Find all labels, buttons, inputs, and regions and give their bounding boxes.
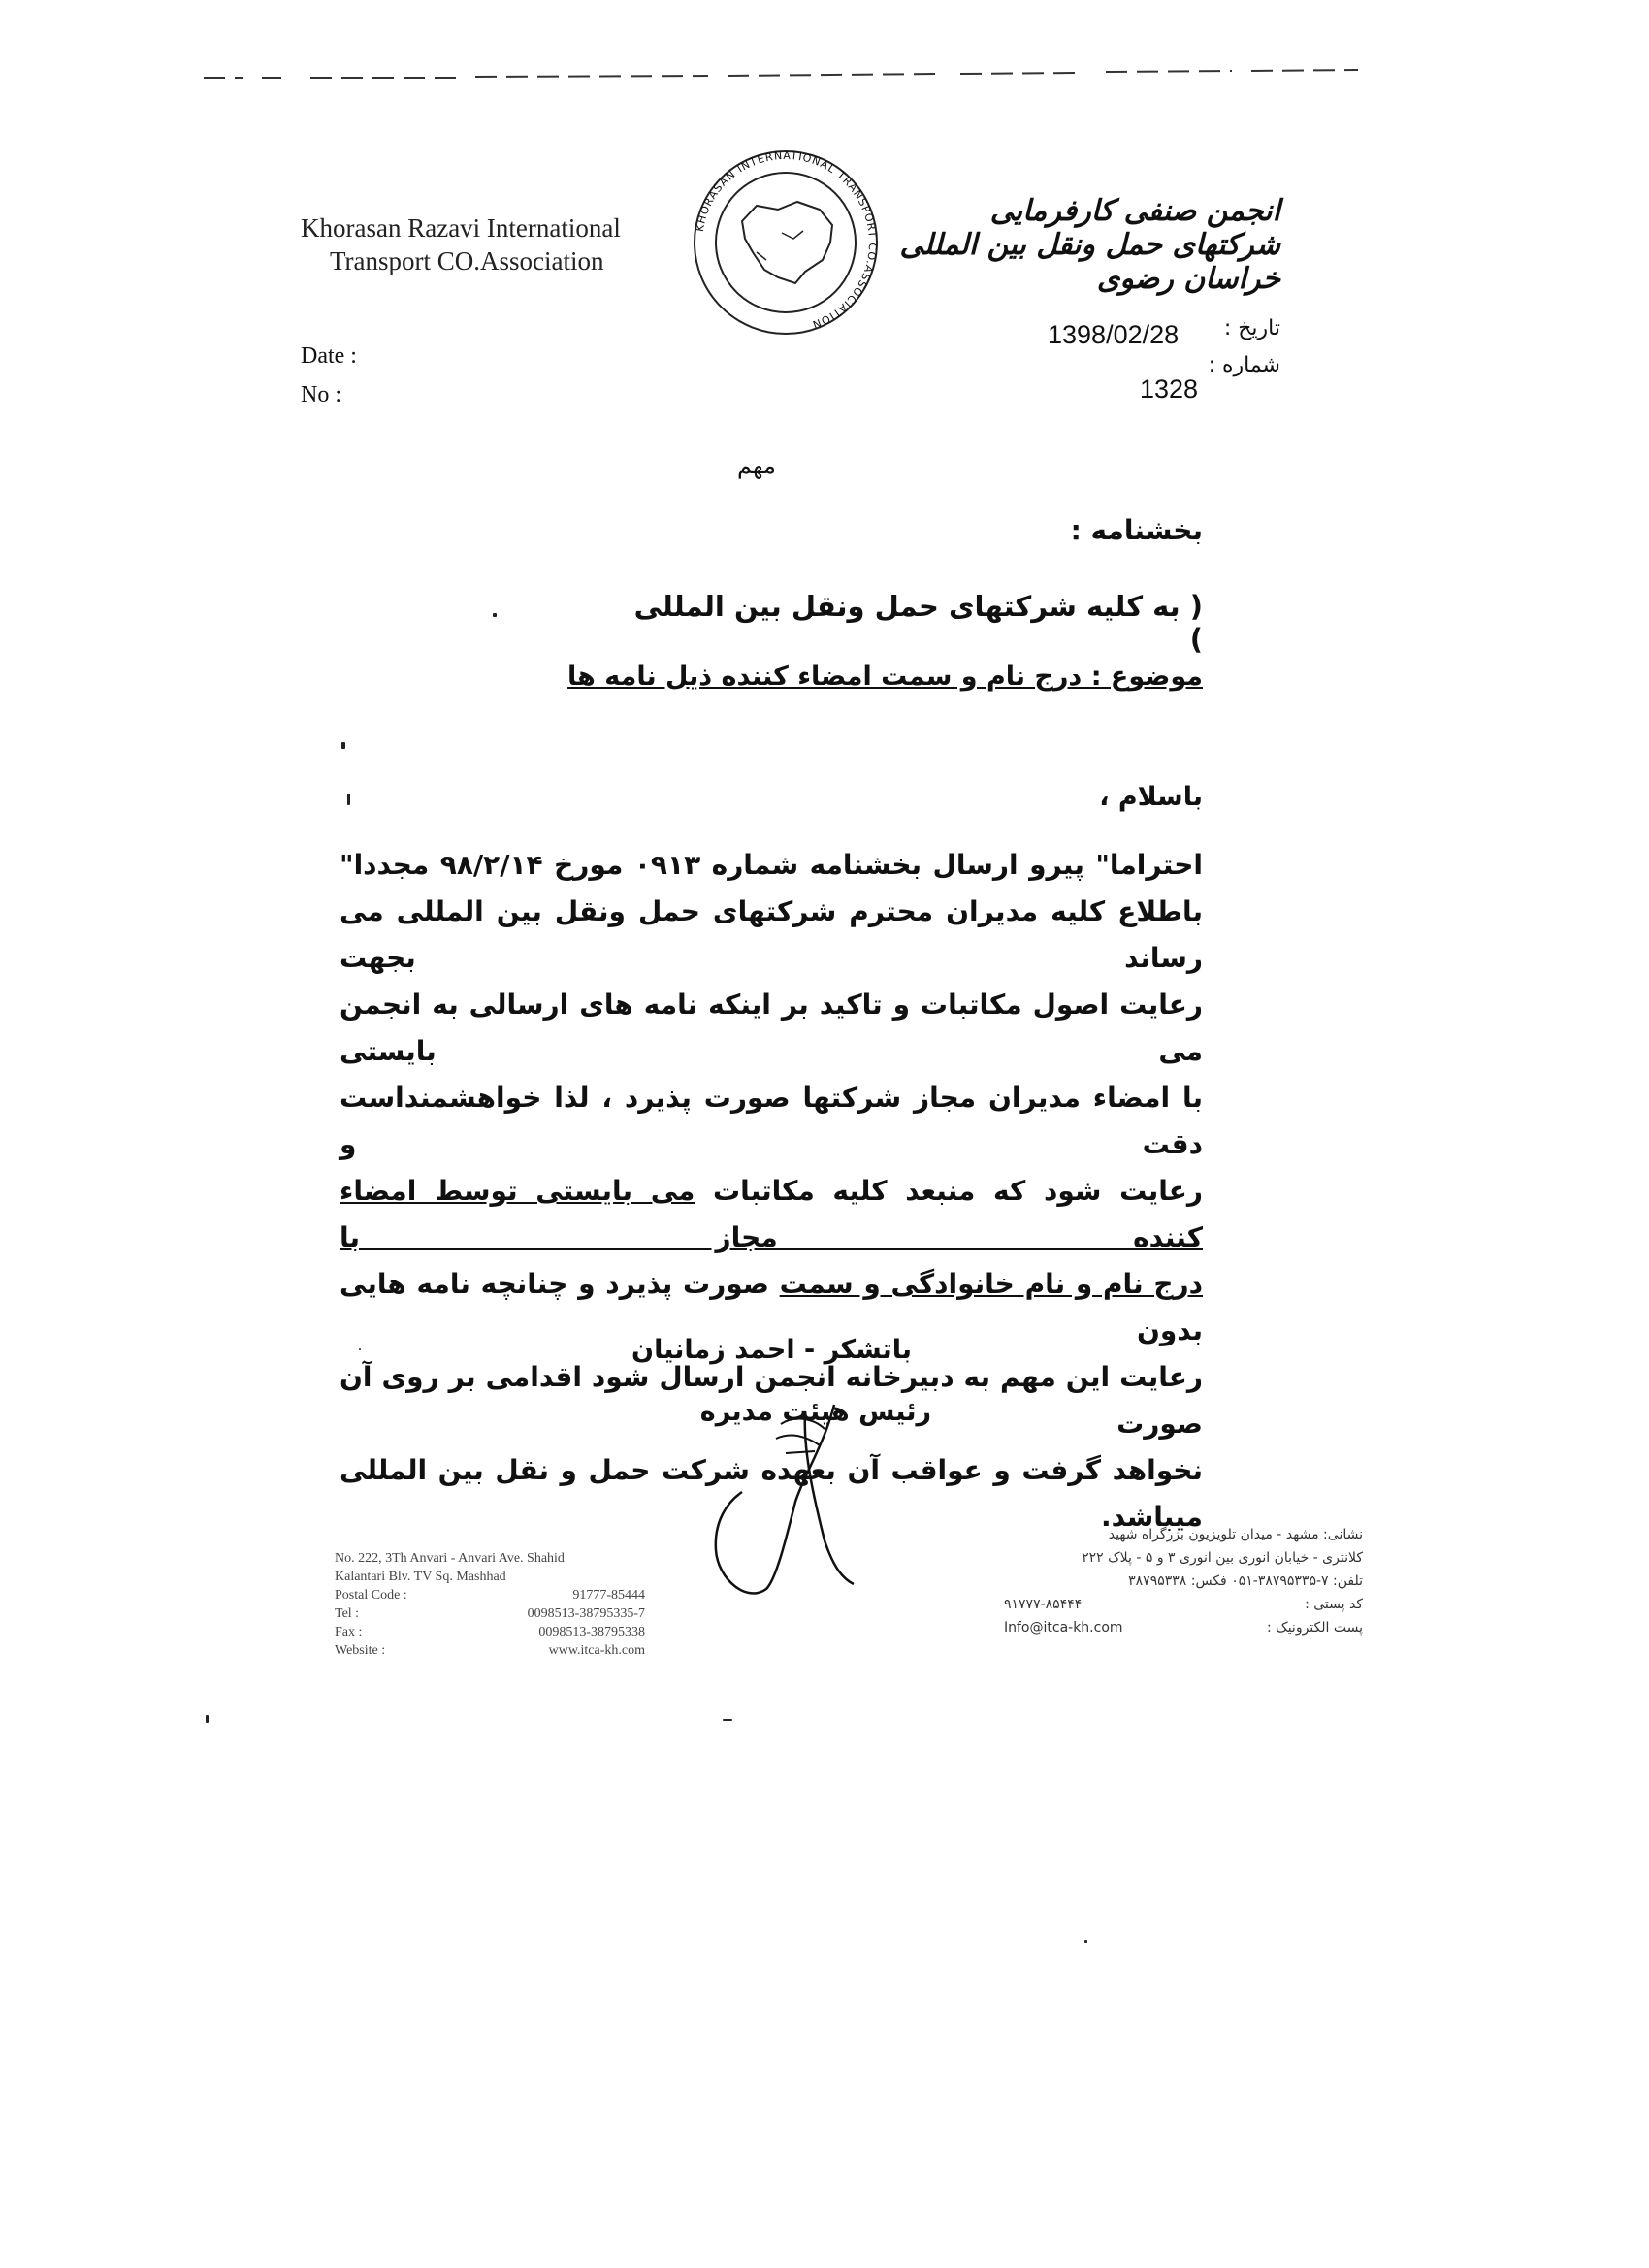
footer-label: کد پستی :	[1305, 1597, 1363, 1612]
footer-value: 91777-85444	[572, 1588, 645, 1603]
footer-label: Postal Code :	[335, 1588, 407, 1603]
circular-title: بخشنامه :	[1070, 514, 1203, 546]
scan-speck	[493, 613, 497, 617]
association-seal-logo	[689, 146, 883, 340]
body-text-plain: رعایت شود که منبعد کلیه مکاتبات	[713, 1175, 1204, 1207]
scan-speck	[723, 1719, 732, 1721]
footer-en-postal	[335, 1586, 645, 1604]
date-value: 1398/02/28	[1048, 320, 1180, 349]
date-label-en: Date :	[301, 343, 357, 369]
greeting: باسلام ،	[1099, 782, 1203, 812]
body-line: رعایت این مهم به دبیرخانه انجمن ارسال شود اقدامی بر روی آن صورت	[340, 1361, 1203, 1440]
body-text-plain: صورت پذیرد و چنانچه نامه هایی بدون	[340, 1268, 1203, 1346]
body-line	[340, 1168, 1203, 1261]
date-label-fa: تاریخ :	[1223, 316, 1280, 340]
footer-fa-address: کلانتری - خیابان انوری بین انوری ۳ و ۵ - پلاک ۲۲۲	[1082, 1550, 1363, 1566]
body-line: رعایت اصول مکاتبات و تاکید بر اینکه نامه های ارسالی به انجمن می بایستی	[340, 988, 1203, 1067]
seal-ring-text: KHORASAN INTERNATIONAL TRANSPORT CO.ASSOCIATION	[693, 148, 880, 332]
footer-en	[335, 1549, 645, 1660]
no-label-en: No :	[301, 382, 341, 407]
footer-label: Tel :	[335, 1606, 360, 1621]
footer-fa	[1004, 1523, 1363, 1639]
footer-label: Fax :	[335, 1625, 363, 1639]
footer-fa-phone: تلفن: ۷-۳۸۷۹۵۳۳۵-۰۵۱ فکس: ۳۸۷۹۵۳۳۸	[1128, 1573, 1363, 1589]
scan-speck	[359, 1348, 361, 1350]
subject-line: موضوع : درج نام و سمت امضاء کننده ذیل نامه ها	[567, 662, 1203, 692]
footer-en-address: No. 222, 3Th Anvari - Anvari Ave. Shahid	[335, 1551, 565, 1566]
footer-fa-address: نشانی: مشهد - میدان تلویزیون بزرگراه شهید	[1108, 1527, 1363, 1542]
no-label-fa: شماره :	[1208, 353, 1280, 377]
scan-speck	[341, 742, 345, 749]
footer-label: پست الکترونیک :	[1267, 1620, 1363, 1636]
body-line: باطلاع کلیه مدیران محترم شرکتهای حمل ونقل بین المللی می رساند بجهت	[340, 895, 1203, 974]
footer-value: Info@itca-kh.com	[1004, 1620, 1123, 1636]
handwritten-signature	[689, 1385, 883, 1608]
body-line: نخواهد گرفت و عواقب آن بعهده شرکت حمل و نقل بین المللی میباشد.	[340, 1454, 1203, 1533]
scan-speck	[1084, 1940, 1087, 1943]
body-line: احتراما" پیرو ارسال بخشنامه شماره ۰۹۱۳ مورخ ۹۸/۲/۱۴ مجددا"	[340, 849, 1204, 881]
footer-label: Website :	[335, 1643, 386, 1658]
org-name-en-line1: Khorasan Razavi International	[301, 213, 621, 243]
sender-position: رئیس هیئت مدیره	[699, 1397, 931, 1427]
org-name-en	[301, 211, 621, 277]
svg-text:KHORASAN INTERNATIONAL TRANSPO	[694, 149, 879, 331]
addressee-line: ( به کلیه شرکتهای حمل ونقل بین المللی )	[633, 590, 1203, 656]
footer-value: ۹۱۷۷۷-۸۵۴۴۴	[1004, 1597, 1083, 1612]
scan-speck	[347, 794, 350, 805]
footer-value: www.itca-kh.com	[548, 1643, 645, 1658]
top-dashed-rule	[204, 68, 1358, 80]
footer-fa-postal	[1004, 1593, 1363, 1616]
scan-speck	[206, 1715, 209, 1723]
body-line: با امضاء مدیران مجاز شرکتها صورت پذیرد ، لذا خواهشمنداست دقت و	[340, 1082, 1203, 1160]
footer-en-website	[335, 1641, 645, 1660]
footer-en-tel	[335, 1604, 645, 1623]
important-mark: مهم	[737, 452, 776, 479]
org-name-fa: انجمن صنفی کارفرمایی شرکتهای حمل ونقل بین المللی خراسان رضوی	[899, 194, 1280, 296]
letter-number: 1328	[1140, 374, 1199, 404]
footer-fa-email	[1004, 1616, 1363, 1639]
footer-en-fax	[335, 1623, 645, 1641]
closing-sender: باتشکر - احمد زمانیان	[631, 1335, 912, 1365]
body-text-underlined: می بایستی توسط امضاء کننده مجاز با	[340, 1175, 1203, 1253]
org-name-en-line2: Transport CO.Association	[330, 246, 604, 275]
body-text-underlined: درج نام و نام خانوادگی و سمت	[779, 1268, 1203, 1300]
footer-value: 0098513-38795338	[538, 1625, 645, 1639]
footer-value: 0098513-38795335-7	[527, 1606, 645, 1621]
footer-en-address: Kalantari Blv. TV Sq. Mashhad	[335, 1570, 506, 1584]
